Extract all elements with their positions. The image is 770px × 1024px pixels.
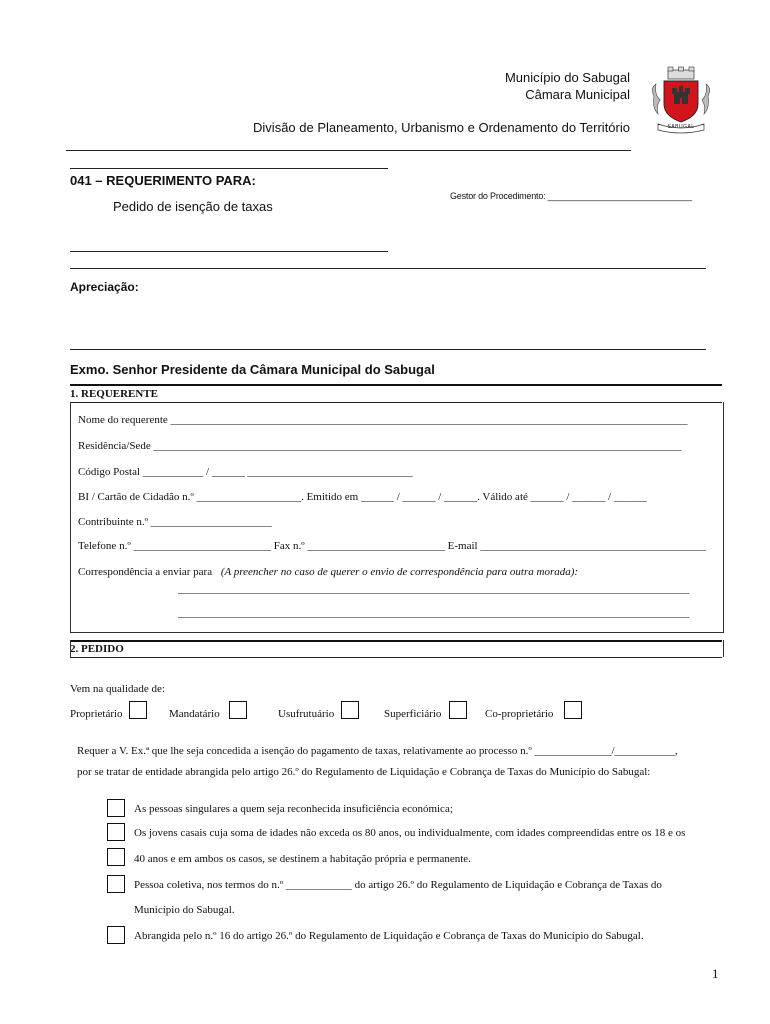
id-card-field[interactable]: BI / Cartão de Cidadão n.º ___________________. Emitido em ______ / ______ / ______. Válido até ______ / ______ / ______ bbox=[78, 491, 647, 503]
page-number: 1 bbox=[712, 966, 719, 981]
option-article-26-n16-checkbox[interactable] bbox=[107, 926, 125, 944]
correspondence-label-text: Correspondência a enviar para bbox=[78, 566, 213, 578]
taxpayer-number-field[interactable]: Contribuinte n.º ______________________ bbox=[78, 516, 272, 528]
option-legal-entity-label-cont: Município do Sabugal. bbox=[134, 904, 235, 916]
capacity-usufructuary-label: Usufrutuário bbox=[278, 708, 335, 720]
appraisal-bottom-rule bbox=[70, 349, 706, 350]
option-young-couples-checkbox-2[interactable] bbox=[107, 848, 125, 866]
correspondence-address-line-2[interactable]: _____________________________________________________________________________________________ bbox=[178, 607, 690, 619]
postal-code-field[interactable]: Código Postal ___________ / ______ ______________________________ bbox=[78, 466, 413, 478]
crest-label: SABUGAL bbox=[667, 124, 695, 130]
correspondence-address-line-1[interactable]: _____________________________________________________________________________________________ bbox=[178, 583, 690, 595]
capacity-owner-label: Proprietário bbox=[70, 708, 123, 720]
capacity-usufructuary-checkbox[interactable] bbox=[341, 701, 359, 719]
capacity-agent-label: Mandatário bbox=[169, 708, 220, 720]
correspondence-note: (A preencher no caso de querer o envio de correspondência para outra morada): bbox=[220, 566, 579, 578]
option-economic-insufficiency-checkbox[interactable] bbox=[107, 799, 125, 817]
appraisal-top-rule bbox=[70, 268, 706, 269]
capacity-surface-holder-checkbox[interactable] bbox=[449, 701, 467, 719]
capacity-owner-checkbox[interactable] bbox=[129, 701, 147, 719]
division-name: Divisão de Planeamento, Urbanismo e Ordenamento do Território bbox=[253, 120, 630, 135]
option-young-couples-checkbox[interactable] bbox=[107, 823, 125, 841]
option-young-couples-label-cont: 40 anos e em ambos os casos, se destinem a habitação própria e permanente. bbox=[134, 853, 471, 865]
option-economic-insufficiency-label: As pessoas singulares a quem seja reconhecida insuficiência económica; bbox=[134, 803, 453, 815]
municipality-name: Município do Sabugal bbox=[504, 70, 630, 85]
option-article-26-n16-label: Abrangida pelo n.º 16 do artigo 26.º do Regulamento de Liquidação e Cobrança de Taxas do Município do Sabugal. bbox=[134, 930, 644, 942]
residence-field[interactable]: Residência/Sede ________________________________________________________________________________________________ bbox=[78, 440, 682, 452]
request-statement-line-2: por se tratar de entidade abrangida pelo artigo 26.º do Regulamento de Liquidação e Cobrança de Taxas do Município do Sabugal: bbox=[77, 766, 651, 778]
capacity-agent-checkbox[interactable] bbox=[229, 701, 247, 719]
request-code-title: 041 – REQUERIMENTO PARA: bbox=[70, 173, 256, 188]
correspondence-label bbox=[78, 566, 578, 578]
title-top-rule bbox=[70, 168, 388, 169]
applicant-name-field[interactable]: Nome do requerente ______________________________________________________________________________________________ bbox=[78, 414, 688, 426]
capacity-label: Vem na qualidade de: bbox=[70, 683, 165, 695]
option-young-couples-label: Os jovens casais cuja soma de idades não exceda os 80 anos, ou individualmente, com idades compreendidas entre os 18 e os bbox=[134, 827, 686, 839]
section1-title: 1. REQUERENTE bbox=[70, 388, 159, 400]
appraisal-label: Apreciação: bbox=[70, 280, 139, 294]
option-legal-entity-checkbox[interactable] bbox=[107, 875, 125, 893]
capacity-co-owner-checkbox[interactable] bbox=[564, 701, 582, 719]
section2-title: 2. PEDIDO bbox=[70, 643, 124, 655]
capacity-surface-holder-label: Superficiário bbox=[384, 708, 442, 720]
chamber-name: Câmara Municipal bbox=[525, 87, 630, 102]
section1-top-rule bbox=[70, 384, 722, 386]
option-legal-entity-label[interactable]: Pessoa coletiva, nos termos do n.º ____________ do artigo 26.º do Regulamento de Liquidação e Cobrança de Taxas do bbox=[134, 879, 662, 891]
phone-fax-email-field[interactable]: Telefone n.º _________________________ Fax n.º _________________________ E-mail _________________________________________ bbox=[78, 540, 706, 552]
section2-title-frame bbox=[70, 640, 724, 657]
request-subject: Pedido de isenção de taxas bbox=[113, 199, 273, 214]
capacity-co-owner-label: Co-proprietário bbox=[485, 708, 554, 720]
procedure-manager-field[interactable]: Gestor do Procedimento: ______________________________ bbox=[450, 191, 692, 201]
title-bottom-rule bbox=[70, 251, 388, 252]
section2-under-rule bbox=[70, 657, 722, 658]
addressee-heading: Exmo. Senhor Presidente da Câmara Municipal do Sabugal bbox=[70, 362, 435, 377]
request-statement-line-1[interactable]: Requer a V. Ex.ª que lhe seja concedida a isenção do pagamento de taxas, relativamente ao processo n.º ______________/___________, bbox=[77, 745, 678, 757]
header-divider bbox=[66, 150, 631, 151]
municipal-crest-logo bbox=[650, 66, 712, 134]
